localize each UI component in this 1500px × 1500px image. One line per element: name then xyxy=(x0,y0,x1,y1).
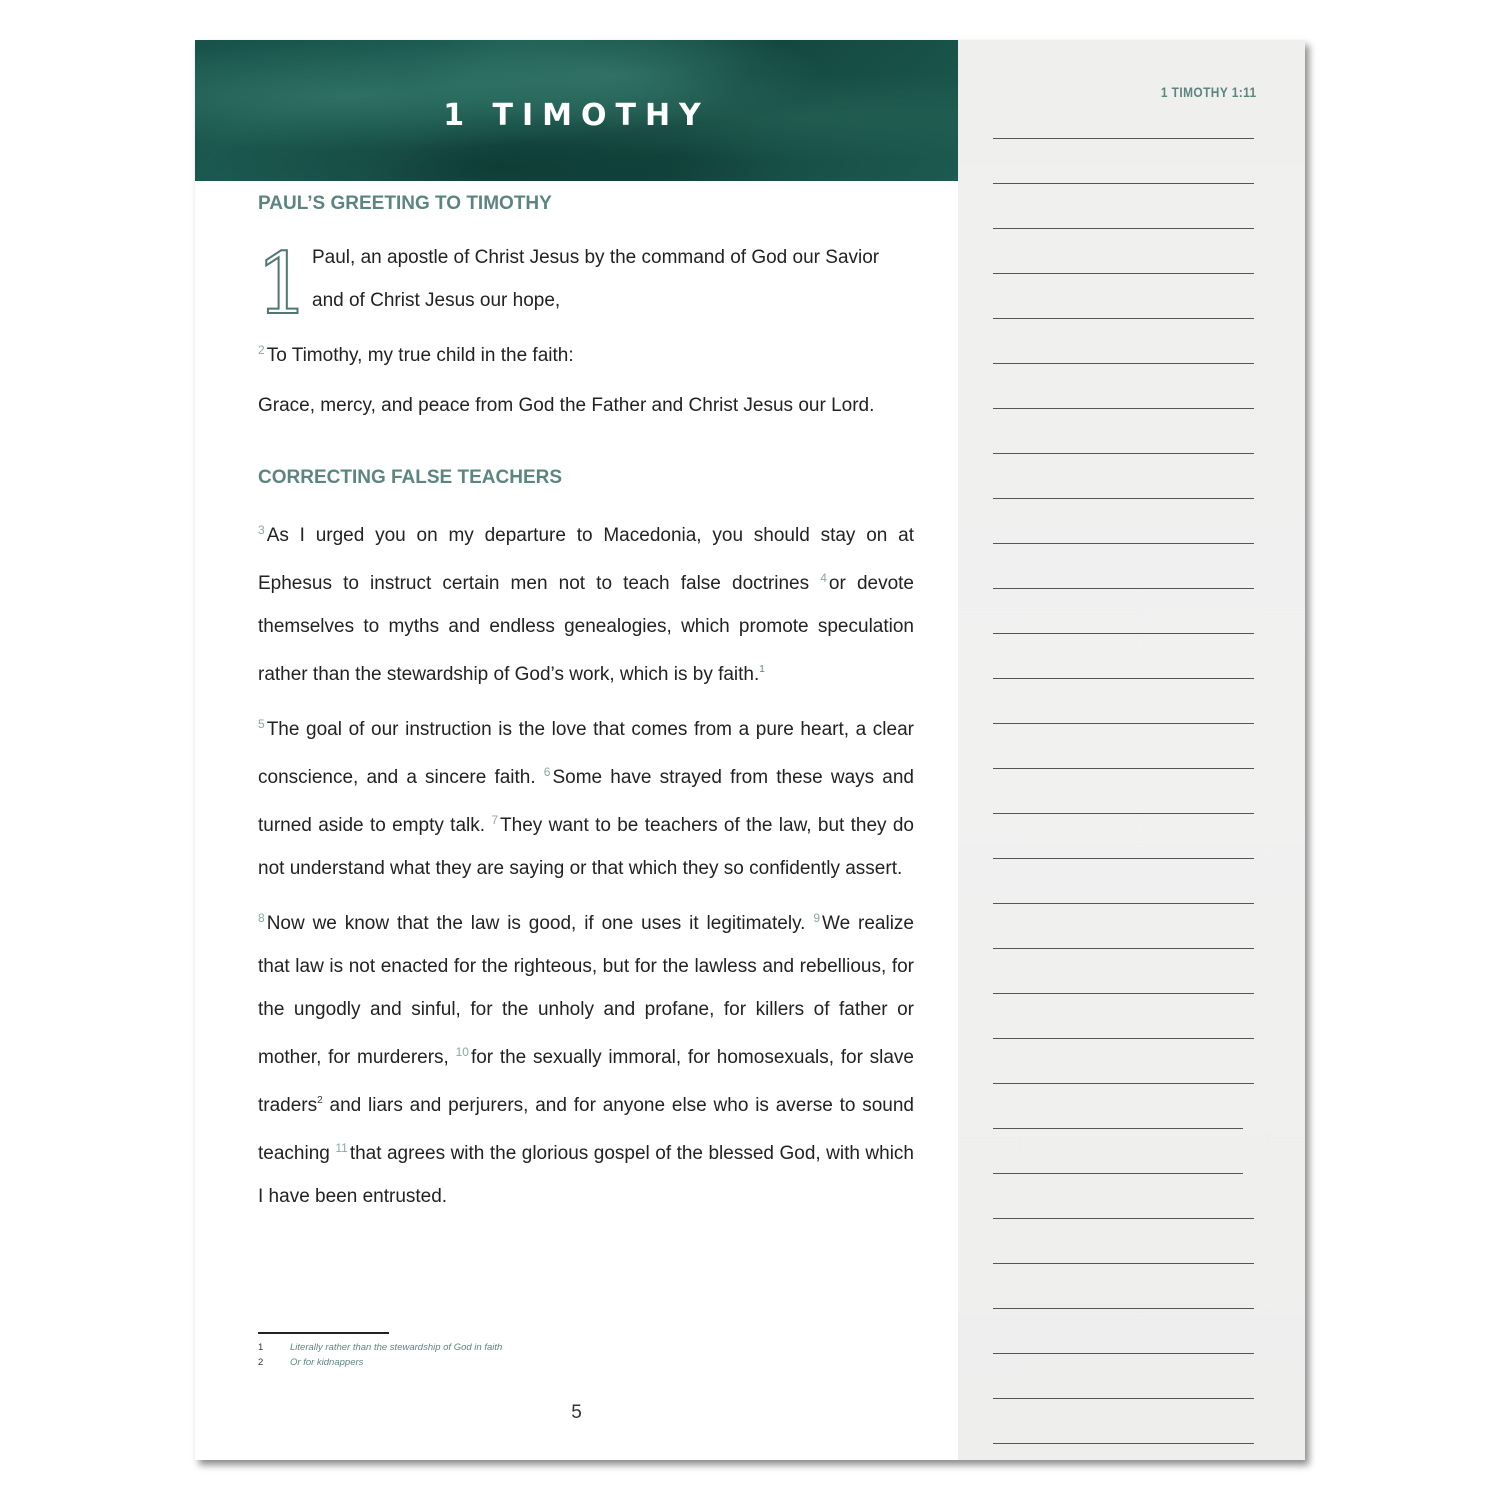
verse-reference: 1 TIMOTHY 1:11 xyxy=(1161,84,1257,100)
footnotes xyxy=(258,1332,658,1370)
note-line xyxy=(993,138,1254,139)
section-heading-greeting: PAUL’S GREETING TO TIMOTHY xyxy=(258,193,552,214)
verse-number: 6 xyxy=(543,765,551,779)
note-line xyxy=(993,273,1254,274)
note-line xyxy=(993,498,1254,499)
footnote-rule xyxy=(258,1332,389,1334)
note-line xyxy=(993,1173,1243,1174)
scripture-content xyxy=(258,190,914,1218)
footnote-text: Literally rather than the stewardship of God in faith xyxy=(290,1342,503,1353)
verse-number: 7 xyxy=(491,813,499,827)
note-line xyxy=(993,408,1254,409)
verse-4: or devote themselves to myths and endless genealogies, which promote speculation rather than the stewardship of God’s work, which is by faith. xyxy=(258,573,914,685)
footnote-1 xyxy=(258,1340,658,1355)
title-banner xyxy=(195,40,958,181)
book-title: 1 TIMOTHY xyxy=(443,98,710,133)
note-line xyxy=(993,948,1254,949)
verse-5: The goal of our instruction is the love that comes from a pure heart, a clear conscience, and a sincere faith. xyxy=(258,719,914,788)
note-line xyxy=(993,1083,1254,1084)
note-line xyxy=(993,1128,1243,1129)
verse-10-a: for the sexually immoral, for homosexuals, for slave traders xyxy=(258,1047,915,1116)
footnote-number: 1 xyxy=(258,1342,264,1353)
note-line xyxy=(993,903,1254,904)
footnote-number: 2 xyxy=(258,1357,264,1368)
chapter-dropcap: 1 xyxy=(256,235,310,333)
footnote-2 xyxy=(258,1355,658,1370)
verse-6: Some have strayed from these ways and turned aside to empty talk. xyxy=(258,767,914,836)
note-line xyxy=(993,1218,1254,1219)
footnote-marker: 1 xyxy=(759,664,765,675)
verses-3-4-paragraph xyxy=(258,509,914,696)
verse-9: We realize that law is not enacted for the righteous, but for the lawless and rebellious, for the ungodly and sinful, for the unholy and profane, for killers of father or mother, for murderers, xyxy=(258,913,914,1068)
note-line xyxy=(993,993,1254,994)
verse-8: Now we know that the law is good, if one uses it legitimately. xyxy=(266,913,806,934)
footnote-text: Or for kidnappers xyxy=(290,1357,364,1368)
journal-page xyxy=(195,40,1305,1460)
verse-number: 8 xyxy=(258,911,265,925)
verse-1: Paul, an apostle of Christ Jesus by the command of God our Savior and of Christ Jesus our hope, xyxy=(312,247,880,311)
note-line xyxy=(993,858,1254,859)
notes-column xyxy=(958,40,1305,1460)
note-line xyxy=(993,1263,1254,1264)
note-line xyxy=(993,543,1254,544)
verse-number: 4 xyxy=(820,571,827,585)
note-line xyxy=(993,183,1254,184)
verses-8-11-paragraph xyxy=(258,897,914,1218)
page-number: 5 xyxy=(571,1402,582,1423)
note-line xyxy=(993,768,1254,769)
verse-number: 9 xyxy=(813,911,820,925)
section-heading-false-teachers: CORRECTING FALSE TEACHERS xyxy=(258,467,563,488)
note-line xyxy=(993,318,1254,319)
note-line xyxy=(993,633,1254,634)
note-line xyxy=(993,813,1254,814)
verse-7: They want to be teachers of the law, but they do not understand what they are saying or that which they so confidently assert. xyxy=(258,815,914,879)
verse-1-paragraph xyxy=(256,235,914,333)
note-line xyxy=(993,228,1254,229)
note-line xyxy=(993,588,1254,589)
note-line xyxy=(993,1443,1254,1444)
note-line xyxy=(993,1398,1254,1399)
verse-2-paragraph xyxy=(258,329,914,377)
note-line xyxy=(993,453,1254,454)
note-line xyxy=(993,363,1254,364)
blessing-paragraph: Grace, mercy, and peace from God the Father and Christ Jesus our Lord. xyxy=(258,395,875,416)
note-line xyxy=(993,1038,1254,1039)
verses-5-7-paragraph xyxy=(258,703,914,890)
verse-number: 2 xyxy=(258,343,265,357)
footnote-marker: 2 xyxy=(317,1095,323,1106)
verse-number: 3 xyxy=(258,523,265,537)
verse-2: To Timothy, my true child in the faith: xyxy=(266,345,574,366)
note-line xyxy=(993,723,1254,724)
verse-number: 5 xyxy=(258,717,265,731)
verse-number: 11 xyxy=(335,1141,348,1155)
verse-10-b: and liars and perjurers, and for anyone else who is averse to sound teaching xyxy=(258,1095,914,1164)
note-line xyxy=(993,1353,1254,1354)
verse-3: As I urged you on my departure to Macedonia, you should stay on at Ephesus to instruct certain men not to teach false doctrines xyxy=(258,525,914,594)
verse-11: that agrees with the glorious gospel of the blessed God, with which I have been entrusted. xyxy=(258,1143,915,1207)
note-line xyxy=(993,1308,1254,1309)
note-line xyxy=(993,678,1254,679)
verse-number: 10 xyxy=(455,1045,469,1059)
